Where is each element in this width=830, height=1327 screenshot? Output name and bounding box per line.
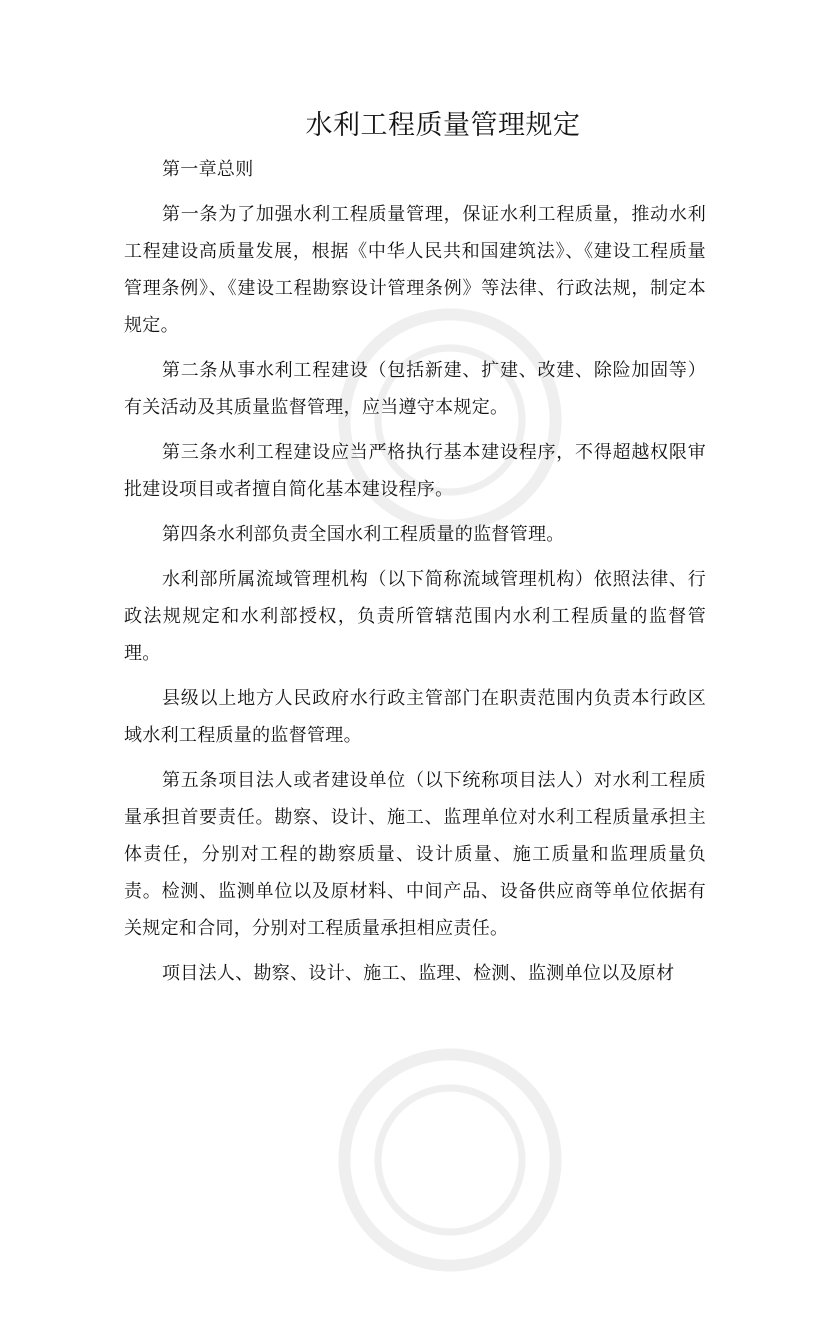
- paragraph: 第五条项目法人或者建设单位（以下统称项目法人）对水利工程质量承担首要责任。勘察、设计、施工、监理单位对水利工程质量承担主体责任，分别对工程的勘察质量、设计质量、施工质量和监理质量负责。检测、监测单位以及原材料、中间产品、设备供应商等单位依据有关规定和合同，分别对工程质量承担相应责任。: [124, 770, 706, 939]
- paragraph: 第三条水利工程建设应当严格执行基本建设程序，不得超越权限审批建设项目或者擅自简化基本建设程序。: [124, 442, 706, 500]
- watermark-icon: [283, 993, 617, 1327]
- document-title: 水利工程质量管理规定: [305, 110, 581, 141]
- paragraph: 第一条为了加强水利工程质量管理，保证水利工程质量，推动水利工程建设高质量发展，根据《中华人民共和国建筑法》、《建设工程质量管理条例》、《建设工程勘察设计管理条例》等法律、行政法规，制定本规定。: [124, 204, 706, 336]
- paragraph: 第二条从事水利工程建设（包括新建、扩建、改建、除险加固等）有关活动及其质量监督管理，应当遵守本规定。: [124, 360, 706, 418]
- paragraph: 县级以上地方人民政府水行政主管部门在职责范围内负责本行政区域水利工程质量的监督管理。: [124, 688, 706, 746]
- paragraph: 第四条水利部负责全国水利工程质量的监督管理。: [162, 524, 565, 545]
- document-body: [124, 151, 706, 1000]
- paragraph: 水利部所属流域管理机构（以下简称流域管理机构）依照法律、行政法规规定和水利部授权，负责所管辖范围内水利工程质量的监督管理。: [124, 569, 706, 664]
- chapter-heading: 第一章总则: [162, 159, 254, 180]
- paragraph: 项目法人、勘察、设计、施工、监理、检测、监测单位以及原材: [162, 963, 675, 984]
